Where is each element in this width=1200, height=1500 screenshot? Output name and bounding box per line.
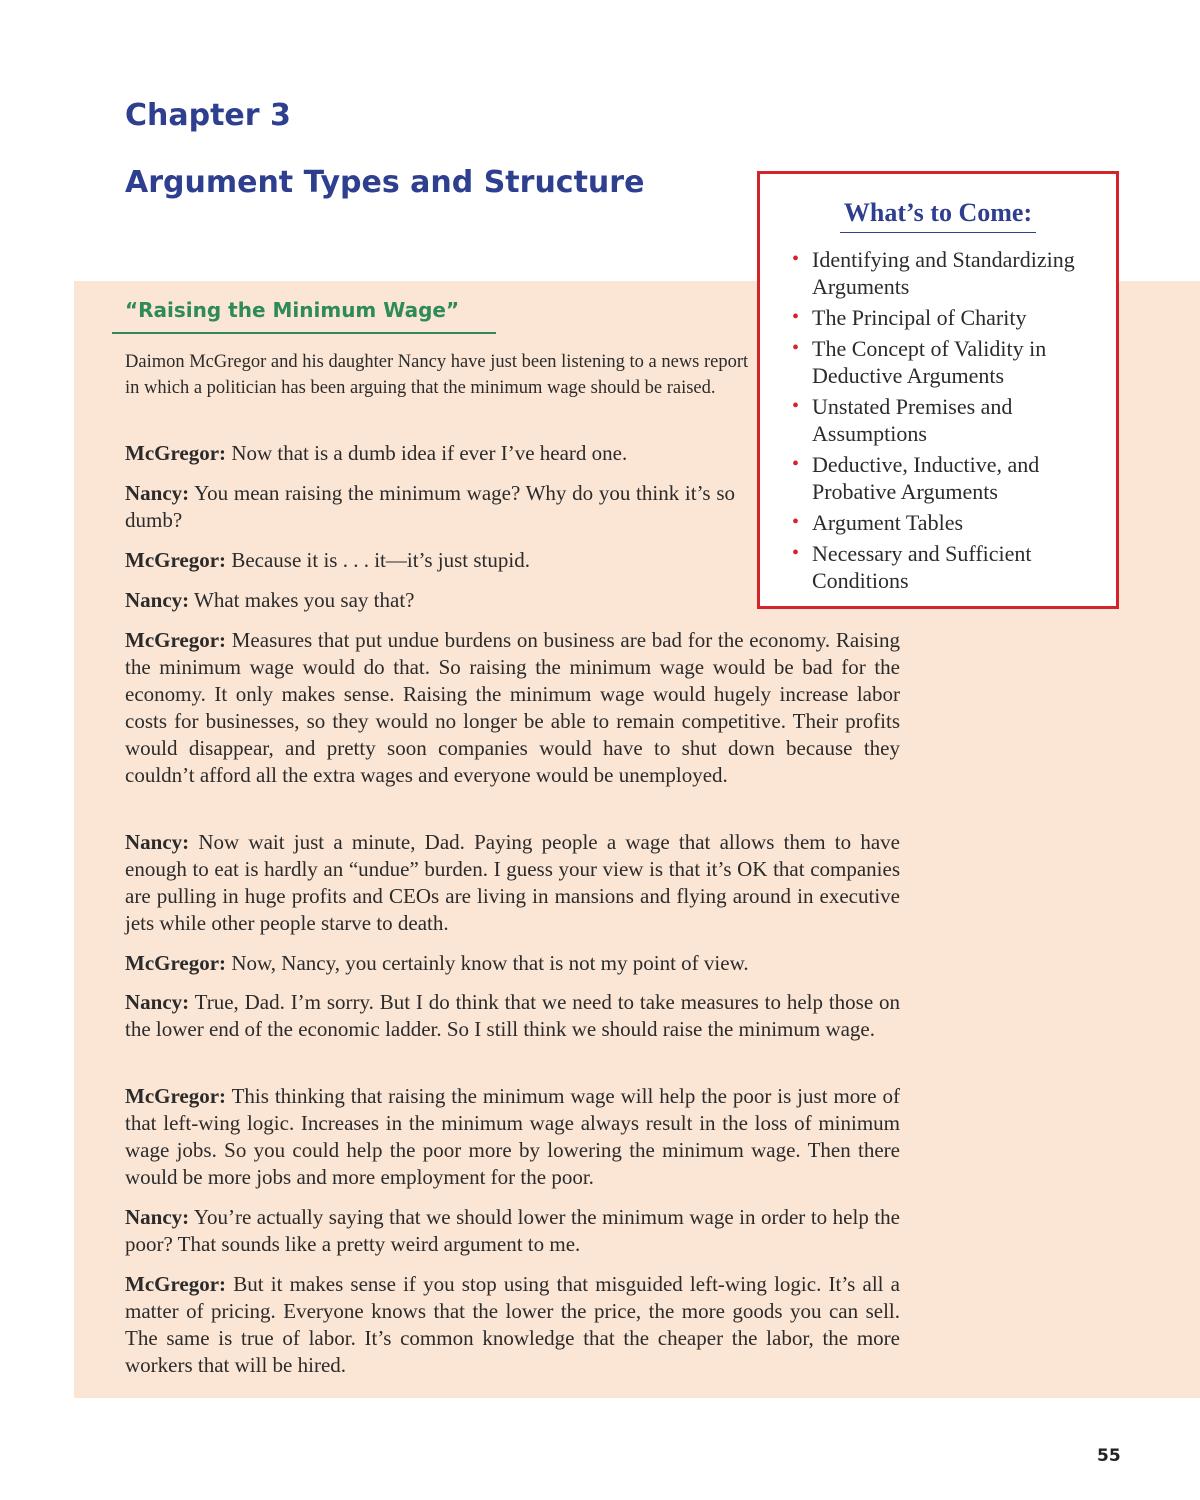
speaker-name: Nancy: xyxy=(125,830,190,854)
dialogue-turn xyxy=(125,1271,900,1379)
bullet-icon: • xyxy=(792,248,800,270)
turn-text: True, Dad. I’m sorry. But I do think that we need to take measures to help those on the lower end of the economic ladder. So I still think we should raise the minimum wage. xyxy=(125,990,900,1041)
dialogue-turn xyxy=(125,950,900,977)
bullet-icon: • xyxy=(792,542,800,564)
list-item: • Necessary and Sufficient Conditions xyxy=(792,541,1032,593)
turn-text: Because it is . . . it—it’s just stupid. xyxy=(226,548,530,572)
speaker-name: Nancy: xyxy=(125,1205,190,1229)
turn-text: You mean raising the minimum wage? Why do you think it’s so dumb? xyxy=(125,481,735,532)
speaker-name: Nancy: xyxy=(125,481,190,505)
list-item: • The Concept of Validity in Deductive Arguments xyxy=(792,336,1047,388)
dialogue-turn xyxy=(125,440,735,467)
dialogue-turn xyxy=(125,829,900,937)
dialogue-turn xyxy=(125,547,735,574)
turn-text: What makes you say that? xyxy=(189,588,415,612)
speaker-name: McGregor: xyxy=(125,628,227,652)
dialogue-turn xyxy=(125,1204,900,1258)
turn-text: Now wait just a minute, Dad. Paying people a wage that allows them to have enough to eat is hardly an “undue” burden. I guess your view is that it’s OK that companies are pulling in huge profits and CEOs are living in mansions and flying around in executive jets while other people starve to death. xyxy=(125,830,900,935)
chapter-label: Chapter 3 xyxy=(125,98,291,133)
speaker-name: McGregor: xyxy=(125,1272,227,1296)
dialogue-turn xyxy=(125,989,900,1043)
dialogue-title-rule xyxy=(112,332,496,334)
chapter-title: Argument Types and Structure xyxy=(125,165,645,200)
list-item: • Deductive, Inductive, and Probative Arguments xyxy=(792,452,1040,504)
speaker-name: Nancy: xyxy=(125,990,190,1014)
turn-text: But it makes sense if you stop using that misguided left-wing logic. It’s all a matter of pricing. Everyone knows that the lower the price, the more goods you can sell. The same is true of labor. It’s common knowledge that the cheaper the labor, the more workers that will be hired. xyxy=(125,1272,900,1377)
turn-text: Measures that put undue burdens on business are bad for the economy. Raising the minimum wage would do that. So raising the minimum wage would be bad for the economy. It only makes sense. Raising the minimum wage would hugely increase labor costs for businesses, so they would no longer be able to remain competitive. Their profits would disappear, and pretty soon companies would have to shut down because they couldn’t afford all the extra wages and everyone would be unemployed. xyxy=(125,628,900,787)
speaker-name: Nancy: xyxy=(125,588,190,612)
speaker-name: McGregor: xyxy=(125,951,227,975)
speaker-name: McGregor: xyxy=(125,1084,227,1108)
turn-text: Now, Nancy, you certainly know that is not my point of view. xyxy=(226,951,749,975)
list-item: • Identifying and Standardizing Arguments xyxy=(792,247,1075,299)
dialogue-intro: Daimon McGregor and his daughter Nancy have just been listening to a news report in which a politician has been arguing that the minimum wage should be raised. xyxy=(125,352,749,398)
dialogue-turn xyxy=(125,627,900,789)
page-number: 55 xyxy=(1097,1446,1121,1466)
dialogue-turn xyxy=(125,1083,900,1191)
dialogue-turn xyxy=(125,480,735,534)
bullet-icon: • xyxy=(792,395,800,417)
dialogue-turn xyxy=(125,587,735,614)
bullet-icon: • xyxy=(792,337,800,359)
whats-to-come-title: What’s to Come: xyxy=(760,198,1116,233)
whats-to-come-list xyxy=(790,246,1110,598)
bullet-icon: • xyxy=(792,306,800,328)
list-item: • The Principal of Charity xyxy=(792,305,1027,330)
turn-text: You’re actually saying that we should lower the minimum wage in order to help the poor? That sounds like a pretty weird argument to me. xyxy=(125,1205,900,1256)
list-item: • Argument Tables xyxy=(792,510,964,535)
turn-text: Now that is a dumb idea if ever I’ve heard one. xyxy=(226,441,628,465)
bullet-icon: • xyxy=(792,453,800,475)
whats-to-come-box xyxy=(757,171,1119,609)
dialogue-title: “Raising the Minimum Wage” xyxy=(125,298,460,322)
speaker-name: McGregor: xyxy=(125,441,227,465)
speaker-name: McGregor: xyxy=(125,548,227,572)
list-item: • Unstated Premises and Assumptions xyxy=(792,394,1013,446)
turn-text: This thinking that raising the minimum wage will help the poor is just more of that left-wing logic. Increases in the minimum wage always result in the loss of minimum wage jobs. So you could help the poor more by lowering the minimum wage. Then there would be more jobs and more employment for the poor. xyxy=(125,1084,900,1189)
bullet-icon: • xyxy=(792,511,800,533)
